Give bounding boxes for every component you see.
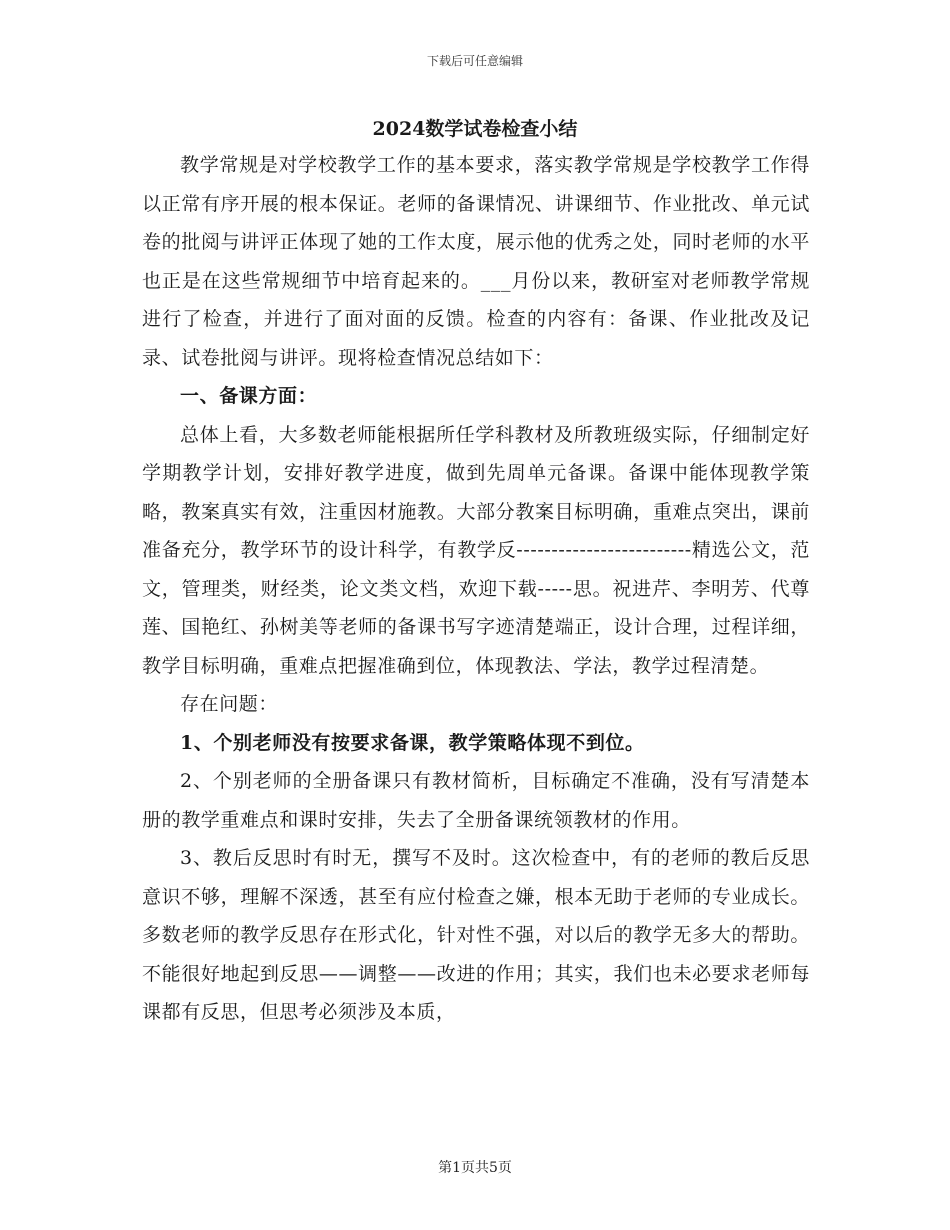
- problems-heading: 存在问题：: [180, 693, 279, 715]
- problem-item-1: 1、个别老师没有按要求备课，教学策略体现不到位。: [180, 731, 645, 754]
- intro-paragraph: 教学常规是对学校教学工作的基本要求，落实教学常规是学校教学工作得以正常有序开展的根本保证。老师的备课情况、讲课细节、作业批改、单元试卷的批阅与讲评正体现了她的工作太度，展示他的优秀之处，同时老师的水平也正是在这些常规细节中培育起来的。___月份以来，教研室对老师教学常规进行了检查，并进行了面对面的反馈。检查的内容有：备课、作业批改及记录、试卷批阅与讲评。现将检查情况总结如下：: [142, 154, 810, 369]
- section-heading-lesson-prep: 一、备课方面：: [180, 385, 318, 407]
- header-note: 下载后可任意编辑: [426, 54, 523, 68]
- document-title: 2024数学试卷检查小结: [372, 118, 578, 140]
- lesson-prep-paragraph: 总体上看，大多数老师能根据所任学科教材及所教班级实际，仔细制定好学期教学计划，安排好教学进度，做到先周单元备课。备课中能体现教学策略，教案真实有效，注重因材施教。大部分教案目标明确，重难点突出，课前准备充分，教学环节的设计科学，有教学反-------------------------精选公文，范文，管理类，财经类，论文类文档，欢迎下载-----思。祝进芹、李明芳、代尊莲、国艳红、孙树美等老师的备课书写字迹清楚端正，设计合理，过程详细，教学目标明确，重难点把握准确到位，体现教法、学法，教学过程清楚。: [142, 423, 810, 677]
- problem-item-2: 2、个别老师的全册备课只有教材简析，目标确定不准确，没有写清楚本册的教学重难点和课时安排，失去了全册备课统领教材的作用。: [142, 770, 810, 831]
- problem-item-3: 3、教后反思时有时无，撰写不及时。这次检查中，有的老师的教后反思意识不够，理解不深透，甚至有应付检查之嫌，根本无助于老师的专业成长。多数老师的教学反思存在形式化，针对性不强，对以后的教学无多大的帮助。不能很好地起到反思——调整——改进的作用；其实，我们也未必要求老师每课都有反思，但思考必须涉及本质，: [142, 847, 810, 1023]
- document-body: [142, 146, 810, 1032]
- page-footer: 第1页共5页: [438, 1160, 512, 1176]
